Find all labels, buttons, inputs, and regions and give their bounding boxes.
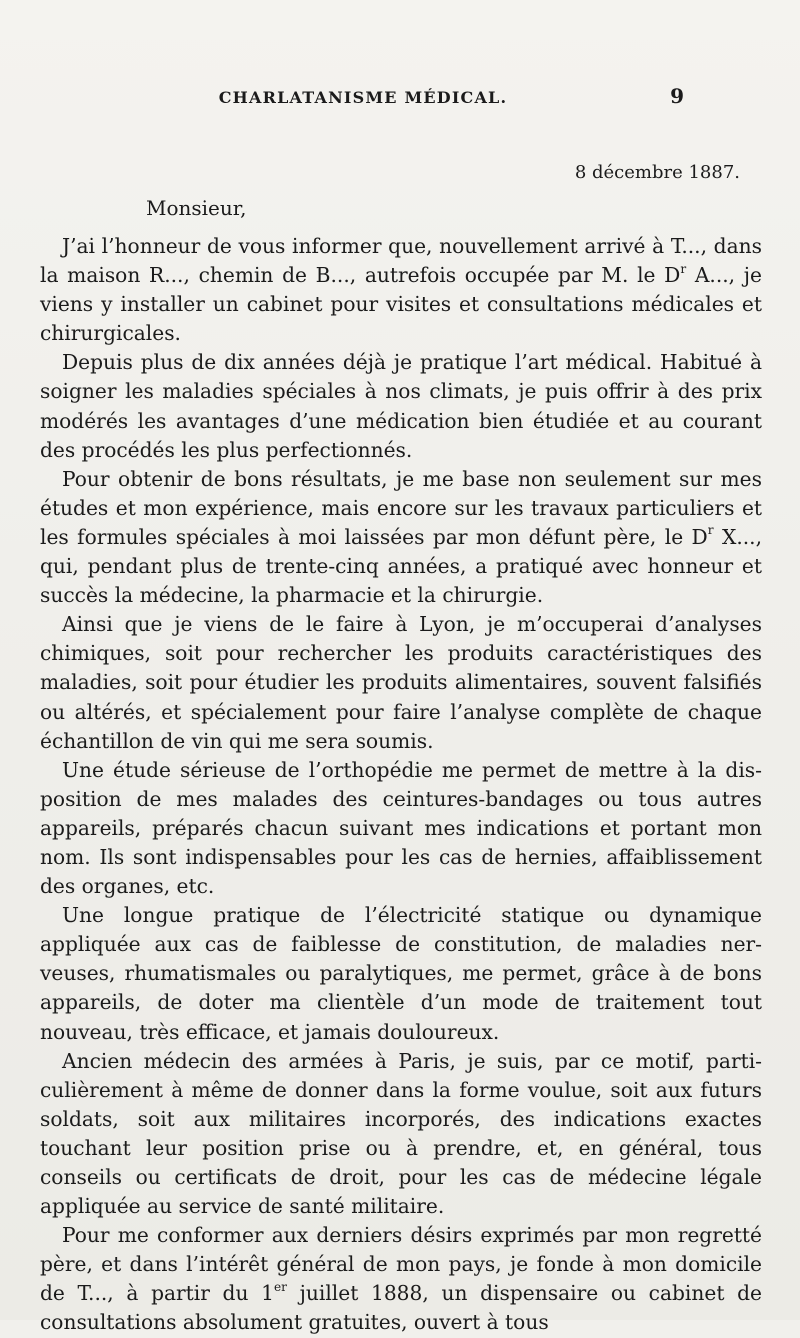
paragraph-3-text-b: X..., qui, pendant plus de trente-cinq années, a pratiqué avec honneur et succès la médecine, la pharmacie et la chirurgie. — [40, 524, 762, 608]
page-number: 9 — [670, 84, 684, 108]
superscript-r: r — [680, 261, 687, 276]
paragraph-8 — [40, 1221, 762, 1337]
superscript-er: er — [274, 1279, 287, 1294]
letter-body — [40, 232, 762, 1338]
paragraph-1 — [40, 232, 762, 348]
paragraph-4: Ainsi que je viens de le faire à Lyon, je m’occuperai d’analyses chimiques, soit pour rechercher les produits caractéristiques des maladies, soit pour étudier les produits alimentaires, souvent falsifiés ou altérés, et spécialement pour faire l’analyse complète de chaque échantillon de vin qui me sera soumis. — [40, 612, 762, 753]
paragraph-8-text-b: juillet 1888, un dispensaire ou cabinet de consultations absolument gratuites, ouvert à tous — [40, 1281, 762, 1335]
paragraph-8-text-a: Pour me conformer aux derniers désirs exprimés par mon regretté père, et dans l’intérêt général de mon pays, je fonde à mon domicile de T..., à partir du 1 — [40, 1223, 762, 1306]
letter-date: 8 décembre 1887. — [574, 162, 740, 183]
paragraph-5: Une étude sérieuse de l’orthopédie me permet de mettre à la disposition de mes malades des ceintures-bandages ou tous autres appareils, préparés chacun suivant mes indications et portant mon nom. Ils sont indispensables pour les cas de hernies, affaiblissement des organes, etc. — [40, 757, 762, 899]
paragraph-1-text-b: A..., je viens y installer un cabinet pour visites et consultations médicales et chirurgicales. — [40, 263, 762, 346]
paragraph-3 — [40, 465, 762, 610]
running-header: CHARLATANISME MÉDICAL. — [218, 88, 508, 107]
paragraph-2: Depuis plus de dix années déjà je pratique l’art médical. Habitué à soigner les maladies spéciales à nos climats, je puis offrir à des prix modérés les avantages d’une médication bien étudiée et au courant des procédés les plus perfectionnés. — [40, 350, 762, 462]
letter-salutation: Monsieur, — [146, 196, 247, 220]
paragraph-6: Une longue pratique de l’électricité statique ou dynamique appliquée aux cas de faiblesse de constitution, de maladies nerveuses, rhumatismales ou paralytiques, me permet, grâce à de bons appareils, de doter ma clientèle d’un mode de traitement tout nouveau, très efficace, et jamais douloureux. — [40, 903, 762, 1044]
paragraph-3-text-a: Pour obtenir de bons résultats, je me base non seulement sur mes études et mon expérience, mais encore sur les travaux particuliers et les formules spéciales à moi laissées par mon défunt père, le D — [40, 466, 762, 549]
paragraph-7: Ancien médecin des armées à Paris, je suis, par ce motif, particulièrement à même de donner dans la forme voulue, soit aux futurs soldats, soit aux militaires incorporés, des indications exactes touchant leur position prise ou à prendre, et, en général, tous conseils ou certificats de droit, pour les cas de médecine légale appliquée au service de santé militaire. — [40, 1048, 762, 1219]
superscript-r: r — [707, 523, 714, 538]
paragraph-1-text-a: J’ai l’honneur de vous informer que, nouvellement arrivé à T..., dans la maison R..., chemin de B..., autrefois occupée par M. le D — [40, 234, 762, 288]
